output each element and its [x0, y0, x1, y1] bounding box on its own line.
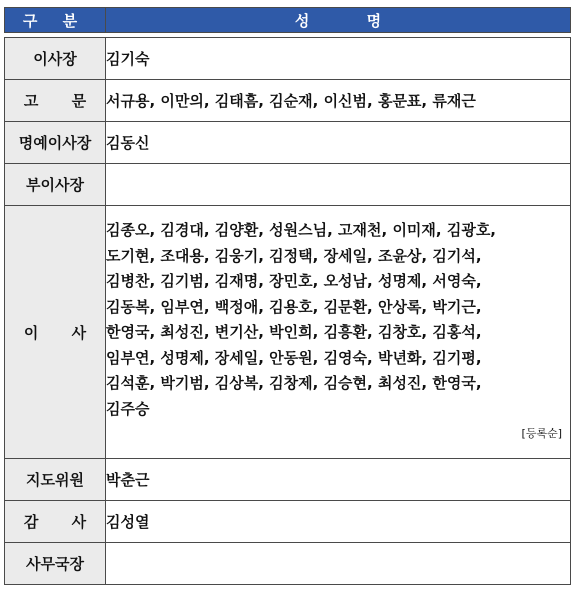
- row-label-directors: 이 사: [5, 206, 106, 459]
- board-roster-table: [4, 7, 571, 585]
- table-row: [5, 164, 571, 206]
- directors-line: 도기현, 조대용, 김웅기, 김정택, 장세일, 조윤상, 김기석,: [106, 246, 482, 265]
- table-row: [5, 38, 571, 80]
- row-value-guidance-member: 박춘근: [106, 459, 571, 501]
- row-label-secretary-general: 사무국장: [5, 543, 106, 585]
- table-row: [5, 80, 571, 122]
- row-value-honorary-chairman: 김동신: [106, 122, 571, 164]
- table-row: [5, 459, 571, 501]
- directors-line: 김종오, 김경대, 김양환, 성원스님, 고재천, 이미재, 김광호,: [106, 221, 497, 239]
- row-value-chairman: 김기숙: [106, 38, 571, 80]
- directors-line: 김석훈, 박기범, 김상복, 김창제, 김승현, 최성진, 한영국,: [106, 374, 482, 392]
- directors-list: [106, 206, 570, 422]
- row-value-vice-chairman: [106, 164, 571, 206]
- header-row: [5, 8, 571, 33]
- row-value-secretary-general: [106, 543, 571, 585]
- header-category: 구 분: [5, 8, 106, 33]
- row-label-vice-chairman: 부이사장: [5, 164, 106, 206]
- row-label-honorary-chairman: 명예이사장: [5, 122, 106, 164]
- directors-line: 김병찬, 김기범, 김재명, 장민호, 오성남, 성명제, 서영숙,: [106, 272, 482, 290]
- directors-line: 한영국, 최성진, 변기산, 박인희, 김흥환, 김창호, 김홍석,: [106, 323, 482, 341]
- directors-line: 김주승: [106, 399, 150, 418]
- row-label-chairman: 이사장: [5, 38, 106, 80]
- row-value-auditor: 김성열: [106, 501, 571, 543]
- table-row-directors: [5, 206, 571, 459]
- directors-line: 김동복, 임부연, 백정애, 김용호, 김문환, 안상록, 박기근,: [106, 297, 482, 316]
- table-row: [5, 122, 571, 164]
- row-label-guidance-member: 지도위원: [5, 459, 106, 501]
- row-value-advisor: 서규용, 이만의, 김태흠, 김순재, 이신범, 홍문표, 류재근: [106, 80, 571, 122]
- row-value-directors: [106, 206, 571, 459]
- header-name: 성 명: [106, 8, 571, 33]
- directors-line: 임부연, 성명제, 장세일, 안동원, 김영숙, 박년화, 김기평,: [106, 348, 482, 367]
- registration-order-note: [등록순]: [521, 427, 562, 440]
- table-row: [5, 501, 571, 543]
- row-label-auditor: 감 사: [5, 501, 106, 543]
- table-row: [5, 543, 571, 585]
- row-label-advisor: 고 문: [5, 80, 106, 122]
